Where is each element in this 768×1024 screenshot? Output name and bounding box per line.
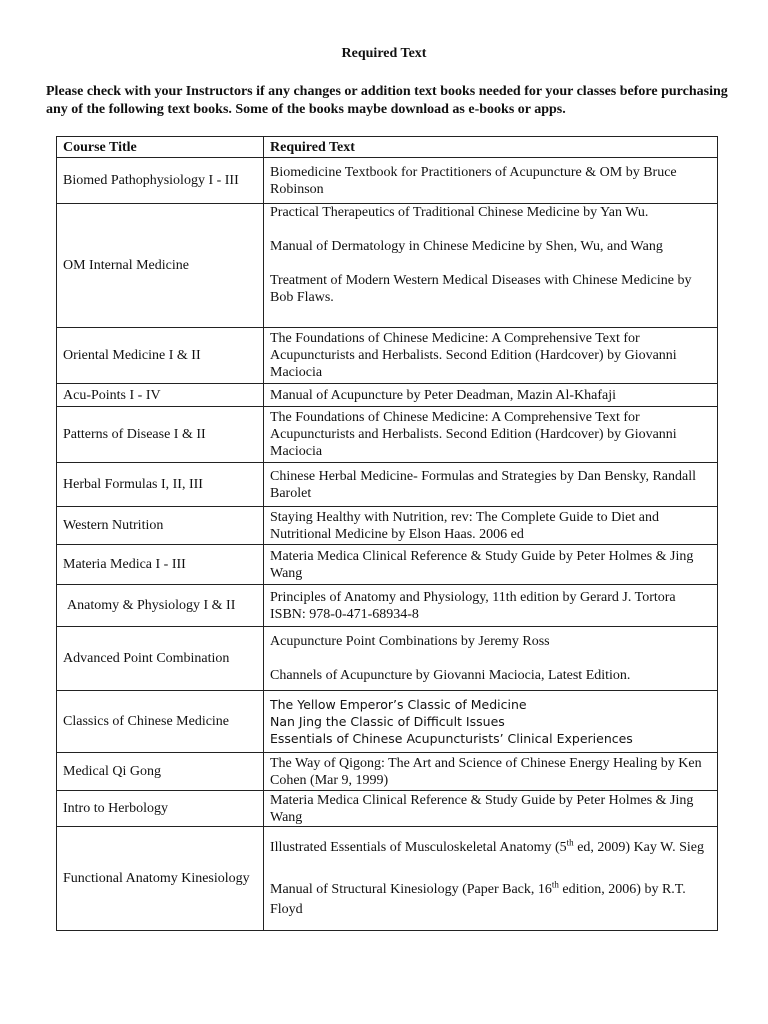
- header-course-title: Course Title: [57, 137, 264, 158]
- table-row: [57, 158, 718, 204]
- course-cell: Acu-Points I - IV: [57, 384, 264, 407]
- course-cell: OM Internal Medicine: [57, 204, 264, 328]
- table-row: [57, 463, 718, 507]
- book-entry: Materia Medica Clinical Reference & Study Guide by Peter Holmes & Jing Wang: [270, 792, 694, 825]
- book-entry: Chinese Herbal Medicine- Formulas and Strategies by Dan Bensky, Randall Barolet: [270, 468, 696, 501]
- course-cell: Patterns of Disease I & II: [57, 407, 264, 463]
- table-header-row: [57, 137, 718, 158]
- header-required-text: Required Text: [264, 137, 718, 158]
- course-cell: Functional Anatomy Kinesiology: [57, 827, 264, 931]
- table-row: [57, 627, 718, 691]
- course-cell: Oriental Medicine I & II: [57, 328, 264, 384]
- book-entry: Biomedicine Textbook for Practitioners of Acupuncture & OM by Bruce Robinson: [270, 164, 677, 197]
- course-cell: Classics of Chinese Medicine: [57, 691, 264, 753]
- course-cell: Anatomy & Physiology I & II: [57, 585, 264, 627]
- book-entry: The Foundations of Chinese Medicine: A Comprehensive Text for Acupuncturists and Herbalists. Second Edition (Hardcover) by Giovanni Maciocia: [270, 410, 677, 459]
- text-cell: [264, 204, 718, 328]
- table-row: [57, 753, 718, 791]
- course-cell: Herbal Formulas I, II, III: [57, 463, 264, 507]
- text-cell: [264, 545, 718, 585]
- book-entry: Materia Medica Clinical Reference & Study Guide by Peter Holmes & Jing Wang: [270, 548, 694, 581]
- table-row: [57, 507, 718, 545]
- book-entry: Practical Therapeutics of Traditional Chinese Medicine by Yan Wu.: [270, 205, 649, 220]
- book-entry: The Yellow Emperor’s Classic of Medicine: [270, 697, 527, 712]
- book-entry: Channels of Acupuncture by Giovanni Maciocia, Latest Edition.: [270, 668, 631, 683]
- table-row: [57, 791, 718, 827]
- book-entry: Nan Jing the Classic of Difficult Issues: [270, 714, 505, 729]
- course-cell: Intro to Herbology: [57, 791, 264, 827]
- book-entry: Manual of Dermatology in Chinese Medicine by Shen, Wu, and Wang: [270, 239, 663, 254]
- text-cell: [264, 627, 718, 691]
- text-cell: [264, 407, 718, 463]
- book-entry: Staying Healthy with Nutrition, rev: The Complete Guide to Diet and Nutritional Medicine by Elson Haas. 2006 ed: [270, 509, 659, 542]
- text-cell: [264, 691, 718, 753]
- book-entry: The Way of Qigong: The Art and Science of Chinese Energy Healing by Ken Cohen (Mar 9, 1999): [270, 755, 702, 788]
- table-row: [57, 204, 718, 328]
- course-cell: Medical Qi Gong: [57, 753, 264, 791]
- table-row: [57, 545, 718, 585]
- text-cell: [264, 384, 718, 407]
- course-cell: Materia Medica I - III: [57, 545, 264, 585]
- text-cell: [264, 585, 718, 627]
- book-entry: Treatment of Modern Western Medical Diseases with Chinese Medicine by Bob Flaws.: [270, 273, 692, 305]
- text-cell: [264, 158, 718, 204]
- book-entry: Manual of Acupuncture by Peter Deadman, Mazin Al-Khafaji: [270, 387, 617, 403]
- text-cell: [264, 827, 718, 931]
- table-row: [57, 691, 718, 753]
- table-row: [57, 407, 718, 463]
- page-title: Required Text: [341, 46, 427, 61]
- book-entry: Essentials of Chinese Acupuncturists’ Clinical Experiences: [270, 731, 633, 746]
- book-entry: The Foundations of Chinese Medicine: A Comprehensive Text for Acupuncturists and Herbalists. Second Edition (Hardcover) by Giovanni Maciocia: [270, 331, 677, 380]
- notice-paragraph: Please check with your Instructors if any changes or addition text books needed for your classes before purchasing any of the following text books. Some of the books maybe download as e-books or apps.: [46, 84, 728, 117]
- text-cell: [264, 753, 718, 791]
- book-entry: Principles of Anatomy and Physiology, 11th edition by Gerard J. Tortora ISBN: 978-0-471-68934-8: [270, 589, 676, 622]
- course-cell: Biomed Pathophysiology I - III: [57, 158, 264, 204]
- text-cell: [264, 463, 718, 507]
- table-row: [57, 384, 718, 407]
- course-cell: Western Nutrition: [57, 507, 264, 545]
- book-entry: Manual of Structural Kinesiology (Paper Back, 16th edition, 2006) by R.T. Floyd: [270, 878, 686, 917]
- course-cell: Advanced Point Combination: [57, 627, 264, 691]
- required-text-table: [56, 136, 718, 931]
- table-row: [57, 328, 718, 384]
- text-cell: [264, 328, 718, 384]
- book-entry: Illustrated Essentials of Musculoskeletal Anatomy (5th ed, 2009) Kay W. Sieg: [270, 836, 704, 855]
- text-cell: [264, 791, 718, 827]
- table-row: [57, 585, 718, 627]
- table-row: [57, 827, 718, 931]
- book-entry: Acupuncture Point Combinations by Jeremy Ross: [270, 634, 550, 649]
- text-cell: [264, 507, 718, 545]
